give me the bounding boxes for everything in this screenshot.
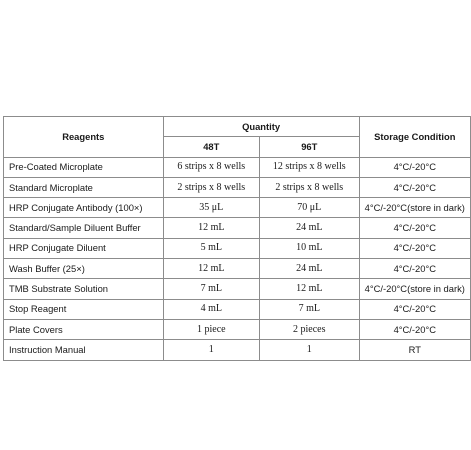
table-row: [4, 299, 471, 319]
table-row: [4, 218, 471, 238]
quantity-96t-cell: 2 pieces: [259, 319, 359, 339]
quantity-96t-cell: 24 mL: [259, 218, 359, 238]
quantity-96t-cell: 10 mL: [259, 238, 359, 258]
table-row: [4, 177, 471, 197]
table-row: [4, 259, 471, 279]
quantity-48t-cell: 12 mL: [163, 259, 259, 279]
table-row: [4, 340, 471, 360]
storage-condition-cell: 4°C/-20°C: [359, 177, 470, 197]
reagent-name-cell: Stop Reagent: [4, 299, 164, 319]
table-row: [4, 238, 471, 258]
quantity-48t-cell: 35 μL: [163, 198, 259, 218]
table-row: [4, 319, 471, 339]
reagent-name-cell: Standard/Sample Diluent Buffer: [4, 218, 164, 238]
quantity-96t-cell: 12 mL: [259, 279, 359, 299]
quantity-96t-cell: 1: [259, 340, 359, 360]
quantity-header: Quantity: [163, 117, 359, 137]
header-row: [4, 117, 471, 137]
quantity-48t-cell: 4 mL: [163, 299, 259, 319]
storage-header: Storage Condition: [359, 117, 470, 158]
storage-condition-cell: 4°C/-20°C: [359, 157, 470, 177]
storage-condition-cell: 4°C/-20°C: [359, 259, 470, 279]
quantity-48t-header: 48T: [163, 137, 259, 157]
storage-condition-cell: 4°C/-20°C: [359, 218, 470, 238]
reagent-table: [3, 116, 471, 361]
table-row: [4, 279, 471, 299]
quantity-96t-header: 96T: [259, 137, 359, 157]
reagent-name-cell: HRP Conjugate Antibody (100×): [4, 198, 164, 218]
table-body: [4, 157, 471, 360]
table-row: [4, 157, 471, 177]
quantity-48t-cell: 12 mL: [163, 218, 259, 238]
table-row: [4, 198, 471, 218]
storage-condition-cell: 4°C/-20°C(store in dark): [359, 279, 470, 299]
reagent-name-cell: HRP Conjugate Diluent: [4, 238, 164, 258]
reagent-name-cell: Plate Covers: [4, 319, 164, 339]
storage-condition-cell: 4°C/-20°C: [359, 319, 470, 339]
quantity-96t-cell: 70 μL: [259, 198, 359, 218]
reagents-header: Reagents: [4, 117, 164, 158]
quantity-48t-cell: 6 strips x 8 wells: [163, 157, 259, 177]
quantity-96t-cell: 7 mL: [259, 299, 359, 319]
quantity-96t-cell: 24 mL: [259, 259, 359, 279]
quantity-48t-cell: 1 piece: [163, 319, 259, 339]
quantity-96t-cell: 12 strips x 8 wells: [259, 157, 359, 177]
reagent-name-cell: Instruction Manual: [4, 340, 164, 360]
quantity-48t-cell: 2 strips x 8 wells: [163, 177, 259, 197]
quantity-48t-cell: 5 mL: [163, 238, 259, 258]
reagent-name-cell: Standard Microplate: [4, 177, 164, 197]
quantity-48t-cell: 1: [163, 340, 259, 360]
reagent-name-cell: Wash Buffer (25×): [4, 259, 164, 279]
storage-condition-cell: RT: [359, 340, 470, 360]
storage-condition-cell: 4°C/-20°C: [359, 299, 470, 319]
storage-condition-cell: 4°C/-20°C(store in dark): [359, 198, 470, 218]
quantity-96t-cell: 2 strips x 8 wells: [259, 177, 359, 197]
storage-condition-cell: 4°C/-20°C: [359, 238, 470, 258]
reagent-name-cell: Pre-Coated Microplate: [4, 157, 164, 177]
quantity-48t-cell: 7 mL: [163, 279, 259, 299]
reagent-name-cell: TMB Substrate Solution: [4, 279, 164, 299]
